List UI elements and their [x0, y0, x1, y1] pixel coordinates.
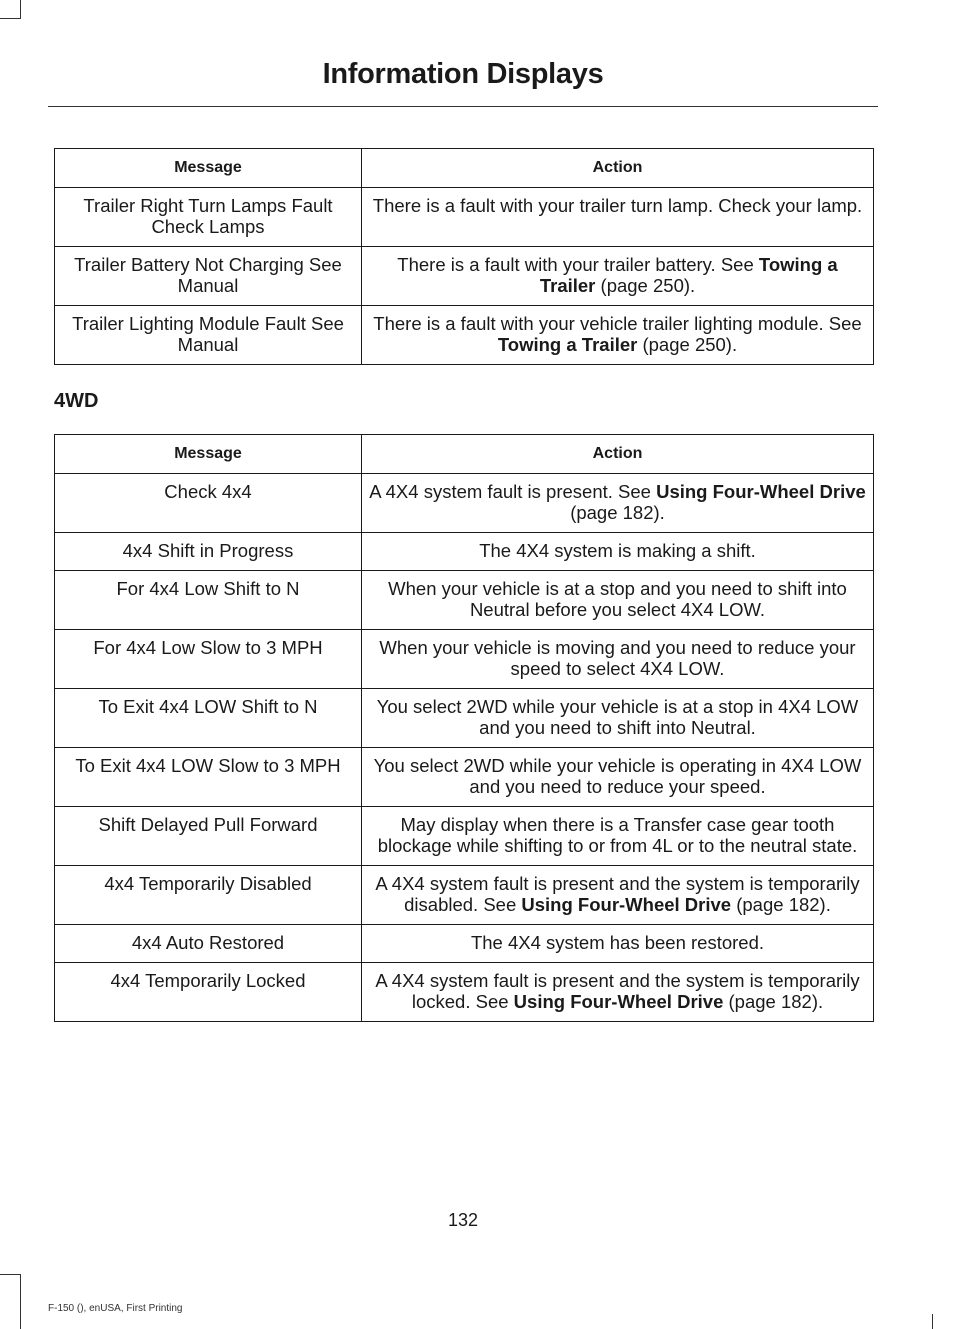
message-cell: Trailer Battery Not Charging See Manual: [55, 247, 362, 306]
title-divider: [48, 106, 878, 107]
crop-mark: [0, 18, 21, 19]
action-text: The 4X4 system has been restored.: [470, 932, 765, 953]
action-cell: [362, 474, 874, 533]
action-cell: [362, 247, 874, 306]
table-row: [55, 247, 874, 306]
table-row: [55, 748, 874, 807]
action-cell: [362, 630, 874, 689]
message-cell: 4x4 Temporarily Locked: [55, 963, 362, 1022]
action-text: When your vehicle is at a stop and you need to shift into Neutral before you select 4X4 LOW.: [388, 578, 847, 620]
table-row: [55, 963, 874, 1022]
column-header-action: Action: [362, 435, 874, 474]
table-header-row: [55, 435, 874, 474]
action-cell: [362, 866, 874, 925]
action-cell: [362, 306, 874, 365]
action-text: When your vehicle is moving and you need to reduce your speed to select 4X4 LOW.: [379, 637, 856, 679]
action-text: The 4X4 system is making a shift.: [479, 540, 756, 561]
page-number: 132: [447, 1210, 479, 1230]
action-text: There is a fault with your trailer turn lamp. Check your lamp.: [372, 195, 863, 216]
message-cell: 4x4 Auto Restored: [55, 925, 362, 963]
action-text: You select 2WD while your vehicle is at a stop in 4X4 LOW and you need to shift into Neutral.: [376, 696, 859, 738]
page-reference: (page 182).: [723, 991, 824, 1012]
crop-mark: [20, 1274, 21, 1329]
table-row: [55, 188, 874, 247]
cross-reference-link[interactable]: Using Four-Wheel Drive: [521, 894, 732, 915]
message-cell: Check 4x4: [55, 474, 362, 533]
column-header-message: Message: [55, 435, 362, 474]
table-row: [55, 925, 874, 963]
trailer-message-table: [54, 148, 874, 365]
4wd-message-table: [54, 434, 874, 1022]
page-title: Information Displays: [322, 58, 604, 90]
table-row: [55, 533, 874, 571]
table-header-row: [55, 149, 874, 188]
action-cell: [362, 807, 874, 866]
crop-mark: [0, 1274, 21, 1275]
message-cell: For 4x4 Low Shift to N: [55, 571, 362, 630]
table-row: [55, 306, 874, 365]
action-cell: [362, 963, 874, 1022]
action-text: There is a fault with your trailer battery. See: [397, 254, 759, 275]
message-cell: Trailer Lighting Module Fault See Manual: [55, 306, 362, 365]
action-cell: [362, 925, 874, 963]
action-text: May display when there is a Transfer case gear tooth blockage while shifting to or from 4L or to the neutral state.: [377, 814, 858, 856]
cross-reference-link[interactable]: Using Four-Wheel Drive: [513, 991, 724, 1012]
action-cell: [362, 748, 874, 807]
table-row: [55, 689, 874, 748]
message-cell: 4x4 Shift in Progress: [55, 533, 362, 571]
action-text: You select 2WD while your vehicle is operating in 4X4 LOW and you need to reduce your speed.: [373, 755, 862, 797]
page-reference: (page 182).: [731, 894, 831, 915]
table-row: [55, 630, 874, 689]
cross-reference-link[interactable]: Using Four-Wheel Drive: [656, 481, 866, 502]
message-cell: Shift Delayed Pull Forward: [55, 807, 362, 866]
action-cell: [362, 533, 874, 571]
action-cell: [362, 188, 874, 247]
message-cell: Trailer Right Turn Lamps Fault Check Lamps: [55, 188, 362, 247]
page-reference: (page 250).: [595, 275, 696, 296]
crop-mark: [20, 0, 21, 18]
edition-note: F-150 (), enUSA, First Printing: [48, 1303, 183, 1314]
action-text: A 4X4 system fault is present and the system is temporarily locked. See: [375, 970, 860, 1012]
message-cell: 4x4 Temporarily Disabled: [55, 866, 362, 925]
message-cell: To Exit 4x4 LOW Shift to N: [55, 689, 362, 748]
cross-reference-link[interactable]: Towing a Trailer: [539, 254, 838, 296]
page-reference: (page 250).: [637, 334, 738, 355]
table-row: [55, 807, 874, 866]
message-cell: For 4x4 Low Slow to 3 MPH: [55, 630, 362, 689]
action-text: A 4X4 system fault is present. See: [369, 481, 657, 502]
crop-mark: [932, 1314, 933, 1329]
table-row: [55, 474, 874, 533]
action-text: A 4X4 system fault is present and the system is temporarily disabled. See: [375, 873, 860, 915]
message-cell: To Exit 4x4 LOW Slow to 3 MPH: [55, 748, 362, 807]
table-row: [55, 866, 874, 925]
action-cell: [362, 571, 874, 630]
cross-reference-link[interactable]: Towing a Trailer: [497, 334, 638, 355]
column-header-action: Action: [362, 149, 874, 188]
column-header-message: Message: [55, 149, 362, 188]
section-heading-4wd: 4WD: [54, 390, 99, 412]
page-reference: (page 182).: [570, 502, 665, 523]
action-cell: [362, 689, 874, 748]
action-text: There is a fault with your vehicle trailer lighting module. See: [373, 313, 862, 334]
table-row: [55, 571, 874, 630]
